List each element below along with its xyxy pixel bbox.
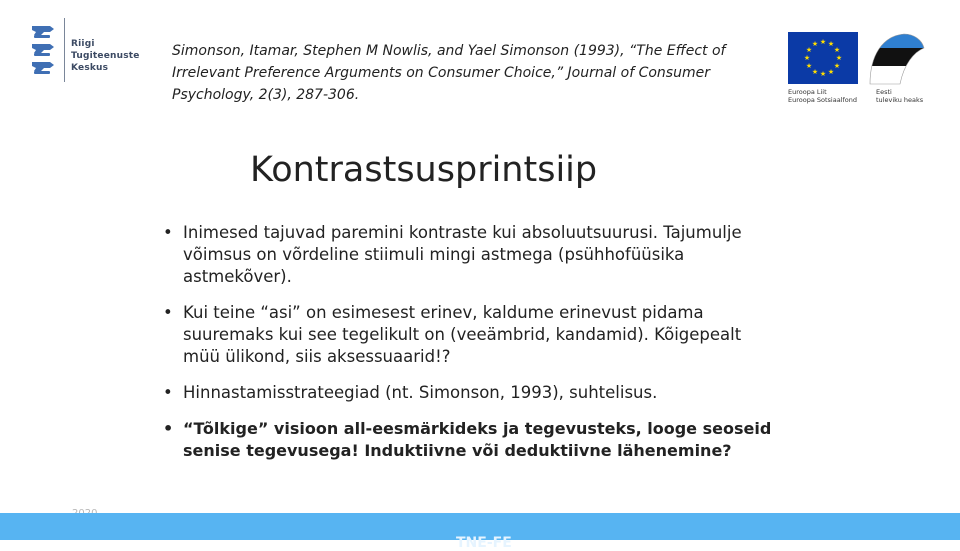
footer-bar <box>0 513 960 551</box>
logo-divider <box>64 18 65 82</box>
eu-caption-line-2: Euroopa Sotsiaalfond <box>788 95 858 104</box>
svg-text:★: ★ <box>827 40 835 48</box>
bullet-item: • Inimesed tajuvad paremini kontraste kui absoluutsuurusi. Tajumulje võimsus on võrdeline stiimuli mingi astmega (psühhofüüsika astmekõver). <box>163 222 783 288</box>
estonia-caption <box>876 89 936 104</box>
svg-text:★: ★ <box>835 54 843 62</box>
eu-flag-icon <box>788 32 858 84</box>
svg-text:★: ★ <box>811 40 819 48</box>
estonian-flag-icon <box>864 30 926 88</box>
svg-text:★: ★ <box>803 54 811 62</box>
svg-text:★: ★ <box>833 62 841 70</box>
three-lions-coat-of-arms-icon <box>30 22 58 78</box>
estonia-caption-line-2: tuleviku heaks <box>876 95 924 104</box>
bullet-list <box>163 222 783 462</box>
rtk-logo-text <box>71 38 150 74</box>
estonia-caption-line-1: Eesti <box>876 88 892 96</box>
slide-title: Kontrastsusprintsiip <box>250 150 598 190</box>
rtk-line-2: Keskus <box>71 63 109 73</box>
eu-social-fund-logo <box>788 32 860 104</box>
bullet-item: • Hinnastamisstrateegiad (nt. Simonson, 1993), suhtelisus. <box>163 382 783 404</box>
svg-text:★: ★ <box>805 46 813 54</box>
bullet-item: • “Tõlkige” visioon all-eesmärkideks ja tegevusteks, looge seoseid senise tegevusega! Induktiivne või deduktiivne lähenemine? <box>163 418 783 462</box>
svg-text:★: ★ <box>811 68 819 76</box>
footer-bar-text: TNE-FE <box>456 535 512 551</box>
rtk-logo <box>30 18 150 82</box>
estonia-logo <box>864 30 926 104</box>
citation-text: Simonson, Itamar, Stephen M Nowlis, and Yael Simonson (1993), “The Effect of Irrelevant Preference Arguments on Consumer Choice,” Journal of Consumer Psychology, 2(3), 287-306. <box>172 43 726 103</box>
svg-text:★: ★ <box>805 62 813 70</box>
svg-text:★: ★ <box>833 46 841 54</box>
eu-caption-line-1: Euroopa Liit <box>788 88 827 96</box>
svg-text:★: ★ <box>827 68 835 76</box>
eu-caption <box>788 89 868 104</box>
rtk-line-1: Riigi Tugiteenuste <box>71 39 140 61</box>
svg-text:★: ★ <box>819 38 827 46</box>
svg-text:★: ★ <box>819 70 827 78</box>
bullet-item: • Kui teine “asi” on esimesest erinev, kaldume erinevust pidama suuremaks kui see tegelikult on (veeämbrid, kandamid). Kõigepealt müü ülikond, siis aksessuaarid!? <box>163 302 783 368</box>
